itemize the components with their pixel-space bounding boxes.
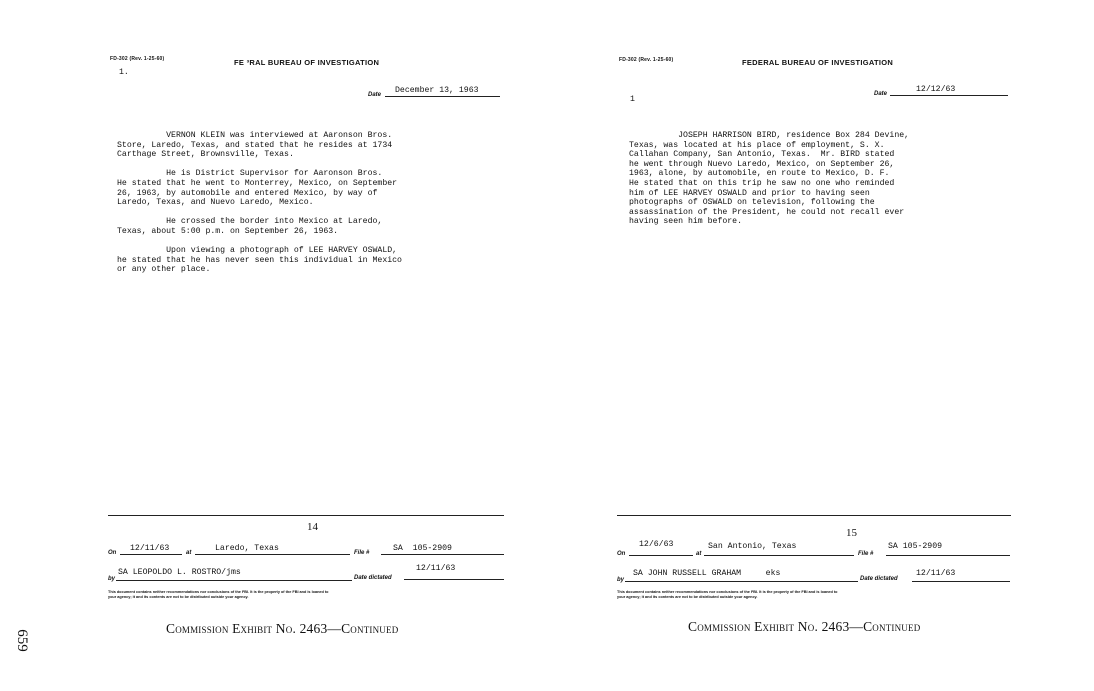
exhibit-caption: Commission Exhibit No. 2463—Continued [688, 619, 921, 634]
body-line: Carthage Street, Brownsville, Texas. [117, 150, 294, 160]
side-page-number: 659 [13, 629, 30, 652]
body-line: Store, Laredo, Texas, and stated that he resides at 1734 [117, 140, 393, 150]
body-line: He stated that on this trip he saw no one who reminded [629, 178, 895, 188]
form-number: FD-302 (Rev. 1-25-60) [110, 56, 165, 62]
serial-number: 1. [119, 68, 129, 77]
body-line [117, 208, 402, 218]
by-line [116, 566, 352, 581]
body-line: assassination of the President, he could not recall ever [629, 207, 905, 217]
disclaimer: This document contains neither recommendations nor conclusions of the FBI. It is the property of the FBI and is loaned to your agency; it and its contents are not to be distributed outside your agency. [617, 590, 838, 599]
form-number: FD-302 (Rev. 1-25-60) [619, 57, 674, 63]
report-body [117, 131, 402, 275]
date-line [385, 86, 500, 97]
dictated-value: 12/11/63 [416, 564, 456, 573]
on-value: 12/11/63 [130, 544, 170, 553]
file-value: SA 105-2909 [393, 544, 452, 553]
body-line: or any other place. [117, 265, 211, 275]
body-line: Texas, was located at his place of employment, S. X. [629, 140, 885, 150]
at-label: at [696, 551, 702, 557]
on-label: On [617, 551, 626, 557]
body-line: He stated that he went to Monterrey, Mexico, on September [117, 178, 398, 188]
by-line [625, 568, 858, 582]
at-value: Laredo, Texas [215, 544, 279, 553]
body-line: photographs of OSWALD on television, following the [629, 198, 875, 208]
footer-rule [108, 515, 504, 516]
body-line: him of LEE HARVEY OSWALD and prior to having seen [629, 188, 870, 198]
dictated-line [912, 568, 1010, 582]
body-line: JOSEPH HARRISON BIRD, residence Box 284 Devine, [629, 131, 910, 140]
bureau-heading: FEDERAL BUREAU OF INVESTIGATION [742, 58, 894, 67]
bureau-heading: FE ³RAL BUREAU OF INVESTIGATION [234, 58, 380, 67]
exhibit-caption: Commission Exhibit No. 2463—Continued [166, 621, 399, 636]
at-value: San Antonio, Texas [708, 542, 797, 551]
by-value: SA JOHN RUSSELL GRAHAM eks [633, 569, 781, 578]
body-line: He is District Supervisor for Aaronson Bros. [117, 169, 383, 179]
file-value: SA 105-2909 [888, 542, 943, 551]
serial-number: 1 [630, 95, 635, 104]
at-line [704, 541, 854, 556]
at-label: at [186, 550, 192, 556]
file-line [886, 541, 1010, 556]
on-value: 12/6/63 [639, 540, 674, 549]
at-line [195, 545, 350, 555]
page-number: 14 [307, 521, 318, 533]
disclaimer: This document contains neither recommendations nor conclusions of the FBI. It is the property of the FBI and is loaned to your agency; it and its contents are not to be distributed outside your agency. [108, 590, 329, 599]
by-label: by [108, 576, 116, 582]
body-line [117, 160, 402, 170]
body-line: 1963, alone, by automobile, en route to Mexico, D. F. [629, 169, 890, 179]
body-line: Laredo, Texas, and Nuevo Laredo, Mexico. [117, 198, 314, 208]
page-number: 15 [846, 527, 857, 539]
date-value: 12/12/63 [916, 85, 956, 94]
body-line [117, 237, 402, 247]
date-line [890, 85, 1008, 96]
file-label: File # [354, 550, 370, 556]
dictated-label: Date dictated [860, 576, 898, 582]
by-value: SA LEOPOLDO L. ROSTRO/jms [118, 568, 241, 577]
body-line: he went through Nuevo Laredo, Mexico, on September 26, [629, 159, 895, 169]
body-line: VERNON KLEIN was interviewed at Aaronson Bros. [117, 131, 393, 140]
body-line: He crossed the border into Mexico at Laredo, [117, 217, 383, 227]
body-line: he stated that he has never seen this individual in Mexico [117, 255, 402, 265]
date-label: Date [368, 92, 382, 98]
dictated-value: 12/11/63 [916, 569, 956, 578]
footer-rule [617, 515, 1011, 516]
dictated-label: Date dictated [354, 575, 392, 581]
by-label: by [617, 577, 625, 583]
body-line: Upon viewing a photograph of LEE HARVEY OSWALD, [117, 246, 398, 256]
body-line: 26, 1963, by automobile and entered Mexico, by way of [117, 188, 378, 198]
file-line [381, 545, 504, 555]
file-label: File # [858, 551, 874, 557]
on-line [629, 541, 693, 556]
date-label: Date [874, 91, 888, 97]
body-line: Texas, about 5:00 p.m. on September 26, 1963. [117, 226, 339, 236]
report-body [629, 131, 909, 227]
date-value: December 13, 1963 [395, 86, 479, 95]
body-line: having seen him before. [629, 217, 743, 227]
on-label: On [108, 550, 117, 556]
dictated-line [404, 564, 504, 580]
body-line: Callahan Company, San Antonio, Texas. Mr. BIRD stated [629, 150, 895, 160]
on-line [120, 545, 182, 555]
